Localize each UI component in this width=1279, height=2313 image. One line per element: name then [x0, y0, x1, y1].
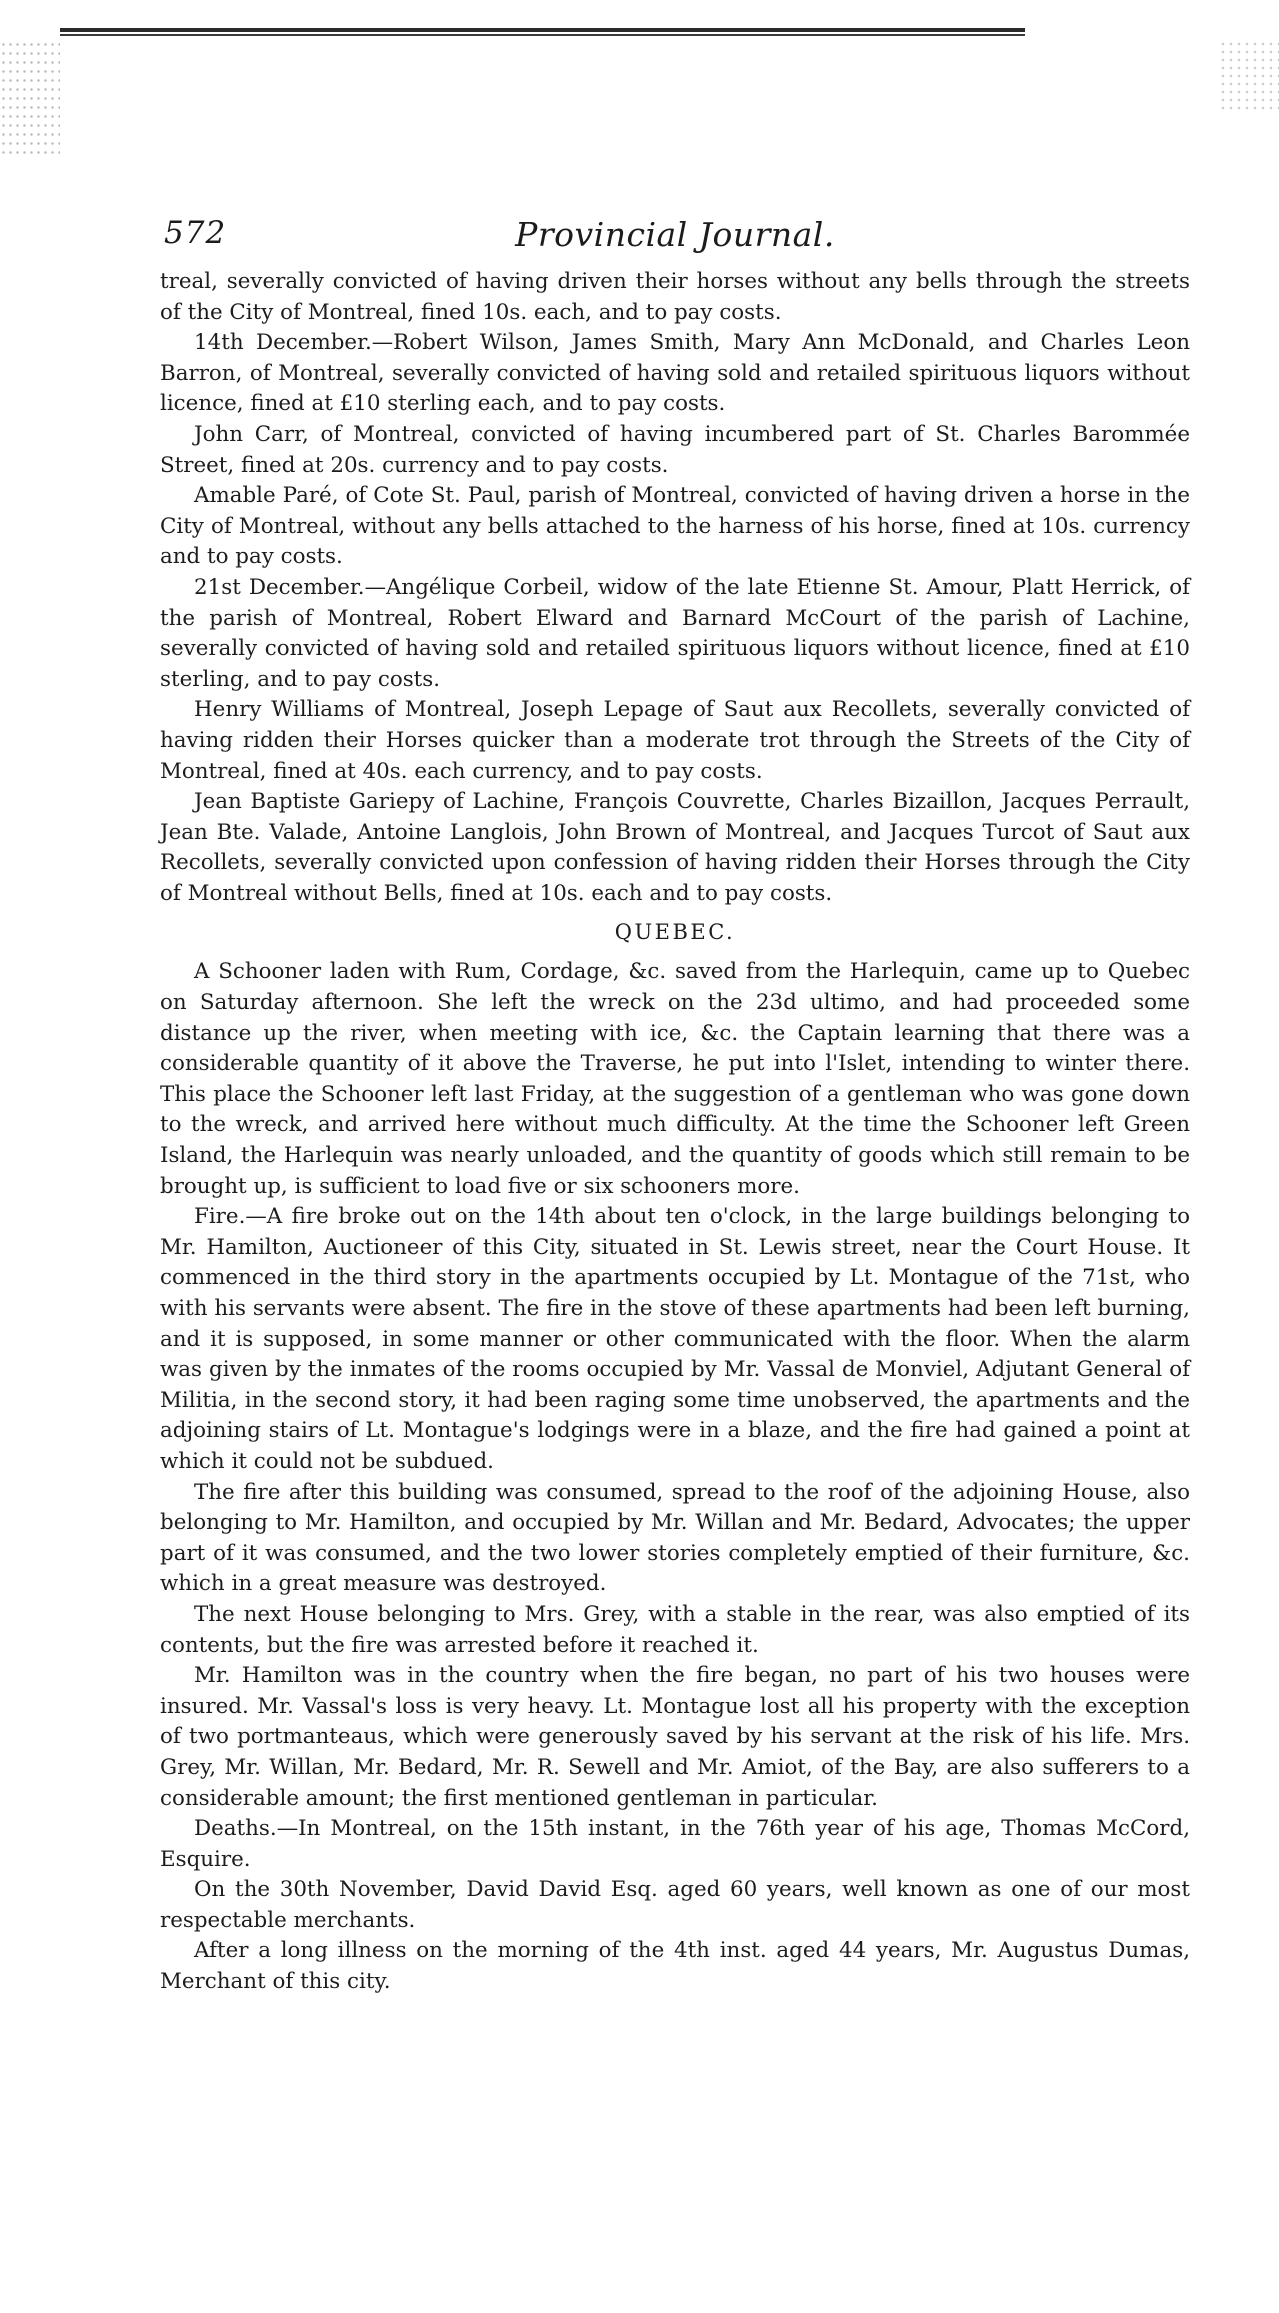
paragraph-fire: Fire.—A fire broke out on the 14th about ten o'clock, in the large buildings belonging to Mr. Hamilton, Auctioneer of this City, situated in St. Lewis street, near the Court House. It commenced in the third story in the apartments occupied by Lt. Montague of the 71st, who with his servants were absent. The fire in the stove of these apartments had been left burning, and it is supposed, in some manner or other communicated with the floor. When the alarm was given by the inmates of the rooms occupied by Mr. Vassal de Monviel, Adjutant General of Militia, in the second story, it had been raging some time unobserved, the apartments and the adjoining stairs of Lt. Montague's lodgings were in a blaze, and the fire had gained a point at which it could not be subdued. [160, 1204, 1190, 1474]
page-number: 572 [164, 215, 227, 251]
paragraph-john-carr: John Carr, of Montreal, convicted of having incumbered part of St. Charles Barommée Street, fined at 20s. currency and to pay costs. [160, 421, 1190, 478]
top-border-rule [60, 28, 1025, 37]
paragraph-21st-december: 21st December.—Angélique Corbeil, widow of the late Etienne St. Amour, Platt Herrick, of the parish of Montreal, Robert Elward and Barnard McCourt of the parish of Lachine, severally convicted of having sold and retailed spirituous liquors without licence, fined at £10 sterling, and to pay costs. [160, 574, 1190, 692]
paragraph-losses: Mr. Hamilton was in the country when the fire began, no part of his two houses were insured. Mr. Vassal's loss is very heavy. Lt. Montague lost all his property with the exception of two portmanteaus, which were generously saved by his servant at the risk of his life. Mrs. Grey, Mr. Willan, Mr. Bedard, Mr. R. Sewell and Mr. Amiot, of the Bay, are also sufferers to a considerable amount; the first mentioned gentleman in particular. [160, 1663, 1190, 1811]
quebec-section [160, 957, 1190, 1997]
page-speckle-right [1219, 40, 1279, 110]
paragraph-schooner: A Schooner laden with Rum, Cordage, &c. saved from the Harlequin, came up to Quebec on Saturday afternoon. She left the wreck on the 23d ultimo, and had proceeded some distance up the river, when meeting with ice, &c. the Captain learning that there was a considerable quantity of it above the Traverse, he put into l'Islet, intending to winter there. This place the Schooner left last Friday, at the suggestion of a gentleman who was gone down to the wreck, and arrived here without much difficulty. At the time the Schooner left Green Island, the Harlequin was nearly unloaded, and the quantity of goods which still remain to be brought up, is sufficient to load five or six schooners more. [160, 959, 1190, 1199]
paragraph-amable-pare: Amable Paré, of Cote St. Paul, parish of Montreal, convicted of having driven a horse in the City of Montreal, without any bells attached to the harness of his horse, fined at 10s. currency and to pay costs. [160, 483, 1190, 570]
page-speckle-left [0, 40, 60, 160]
paragraph-jean-baptiste-gariepy: Jean Baptiste Gariepy of Lachine, François Couvrette, Charles Bizaillon, Jacques Perrault, Jean Bte. Valade, Antoine Langlois, John Brown of Montreal, and Jacques Turcot of Saut aux Recollets, severally convicted upon confession of having ridden their Horses through the City of Montreal without Bells, fined at 10s. each and to pay costs. [160, 789, 1190, 906]
section-heading-quebec: QUEBEC. [614, 920, 736, 945]
running-head [160, 215, 1190, 267]
paragraph-continued-conviction: treal, severally convicted of having driven their horses without any bells through the streets of the City of Montreal, fined 10s. each, and to pay costs. [160, 269, 1190, 325]
montreal-section [160, 267, 1190, 909]
paragraph-augustus-dumas: After a long illness on the morning of the 4th inst. aged 44 years, Mr. Augustus Dumas, Merchant of this city. [160, 1938, 1190, 1995]
journal-page [160, 215, 1190, 1998]
paragraph-david-david: On the 30th November, David David Esq. aged 60 years, well known as one of our most respectable merchants. [160, 1877, 1190, 1933]
paragraph-fire-spread: The fire after this building was consumed, spread to the roof of the adjoining House, also belonging to Mr. Hamilton, and occupied by Mr. Willan and Mr. Bedard, Advocates; the upper part of it was consumed, and the two lower stories completely emptied of their furniture, &c. which in a great measure was destroyed. [160, 1479, 1190, 1597]
journal-title: Provincial Journal. [515, 215, 835, 254]
paragraph-14th-december: 14th December.—Robert Wilson, James Smith, Mary Ann McDonald, and Charles Leon Barron, of Montreal, severally convicted of having sold and retailed spirituous liquors without licence, fined at £10 sterling each, and to pay costs. [160, 330, 1190, 417]
paragraph-henry-williams: Henry Williams of Montreal, Joseph Lepage of Saut aux Recollets, severally convicted of having ridden their Horses quicker than a moderate trot through the Streets of the City of Montreal, fined at 40s. each currency, and to pay costs. [160, 697, 1190, 784]
paragraph-mrs-grey-house: The next House belonging to Mrs. Grey, with a stable in the rear, was also emptied of its contents, but the fire was arrested before it reached it. [160, 1601, 1190, 1658]
paragraph-deaths: Deaths.—In Montreal, on the 15th instant, in the 76th year of his age, Thomas McCord, Esquire. [160, 1816, 1190, 1872]
